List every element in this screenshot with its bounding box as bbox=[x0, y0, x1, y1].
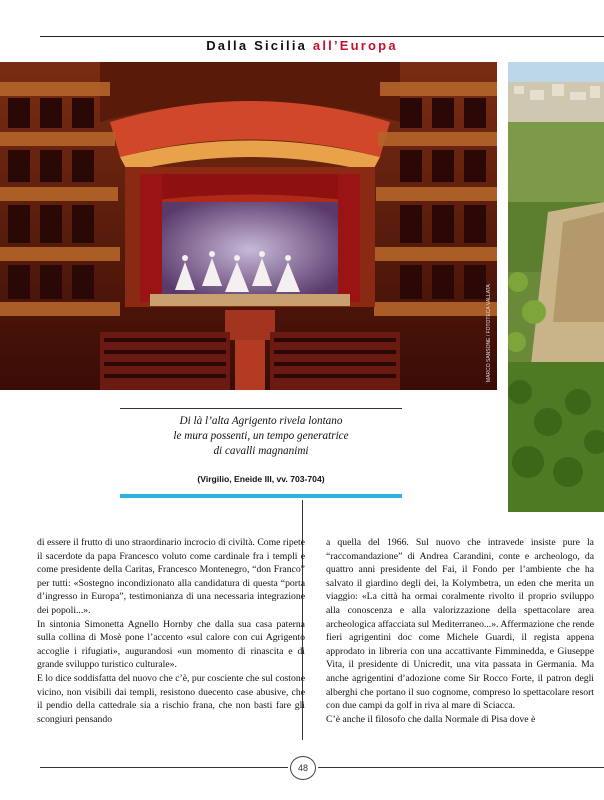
quote-source: (Virgilio, Eneide III, vv. 703-704) bbox=[197, 474, 325, 484]
paragraph: di essere il frutto di uno straordinario incrocio di civiltà. Come ripete il sacerdote da papa Francesco voluto come cardinale fra i templi e come presidente della Caritas, Francesco Montenegro, “don Franco” per tutti: «Sostegno incondizionato alla candidatura di questa “porta d’ingresso in Europa”, testimonianza di una necessaria integrazione dei popoli...». bbox=[37, 537, 305, 616]
paragraph: C’è anche il filosofo che dalla Normale di Pisa dove è bbox=[326, 713, 536, 725]
footer-rule-right bbox=[318, 767, 604, 768]
quote-line: le mura possenti, un tempo generatrice bbox=[173, 430, 349, 442]
text-column-right bbox=[326, 536, 594, 726]
quote-accent-rule bbox=[120, 494, 402, 498]
quote-rule-top bbox=[120, 408, 402, 409]
header-rule bbox=[40, 36, 604, 37]
section-title-main: Dalla Sicilia bbox=[206, 38, 308, 53]
paragraph: E lo dice soddisfatta del nuovo che c’è, pur cosciente che sul costone vicino, non visibili dai templi, resistono duecento case abusive, che il pendio della cattedrale sia a rischio frana, che non basti fare gli scongiuri pensando bbox=[37, 672, 305, 725]
theatre-illustration bbox=[0, 62, 497, 390]
section-title-accent: all’Europa bbox=[312, 38, 398, 53]
quote-line: Di là l’alta Agrigento rivela lontano bbox=[179, 415, 343, 427]
page-number: 48 bbox=[290, 756, 316, 780]
landscape-illustration bbox=[508, 62, 604, 512]
text-column-left bbox=[37, 536, 305, 726]
paragraph: a quella del 1966. Sul nuovo che intravede insiste pure la “raccomandazione” di Andrea Carandini, conte e archeologo, da quattro anni presidente del Fai, il Fondo per l’ambiente che ha salvato il giardino degli dei, la Kolymbetra, un eden che merita un viaggio: «La città ha ormai coralmente rivolto il proprio sviluppo alla conoscenza e alla valorizzazione della spettacolare area archeologica affacciata sul Mediterraneo...». Affermazione che rende fieri agrigentini doc come Michele Guardì, il regista appena approdato in libreria con una accattivante Fimminedda, e Giuseppe Vita, il presidente di Unicredit, una vita passata in Germania. Ma anche agrigentini d’adozione come Sir Rocco Forte, il patron degli alberghi che portano il suo cognome, compreso lo spettacolare resort con due campi da golf in riva al mare di Sciacca. bbox=[326, 537, 594, 712]
photo-credit: MARCO SANSONE / FOTOTECA VALLATA bbox=[486, 284, 492, 382]
footer-rule-left bbox=[40, 767, 288, 768]
section-title bbox=[0, 38, 604, 53]
theatre-photo bbox=[0, 62, 497, 390]
paragraph: In sintonia Simonetta Agnello Hornby che dalla sua casa paterna sulla collina di Mosè pone l’accento «sul calore con cui Agrigento accoglie i rifugiati», augurandosi «un momento di rinascita e di grande sviluppo turistico culturale». bbox=[37, 618, 305, 671]
landscape-photo bbox=[508, 62, 604, 512]
epigraph-quote bbox=[120, 414, 402, 459]
quote-line: di cavalli magnanimi bbox=[213, 445, 309, 457]
